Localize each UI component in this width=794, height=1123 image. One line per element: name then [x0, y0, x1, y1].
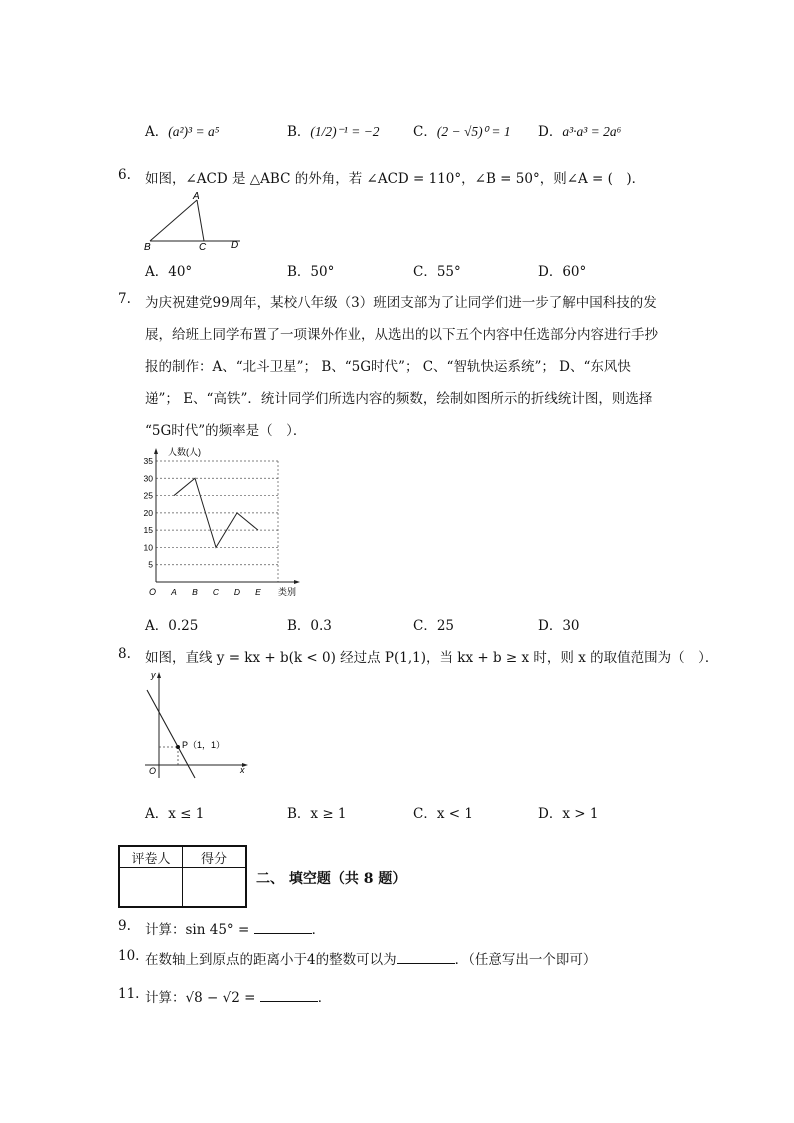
q8-option-a: A．x ≤ 1: [145, 806, 205, 822]
q9-answer-blank[interactable]: [254, 921, 312, 934]
q7-line-5: “5G时代”的频率是（ ）．: [145, 423, 307, 439]
y-tick-label: 35: [143, 456, 153, 466]
x-tick-label: D: [233, 587, 241, 597]
q6-option-a: A．40°: [145, 264, 193, 280]
q8-y-axis-label: y: [151, 670, 156, 680]
y-tick-label: 15: [143, 525, 153, 536]
q5-option-a: A．(a²)³ = a⁵: [145, 124, 220, 140]
q6-label-c: C: [199, 242, 207, 252]
score-cell[interactable]: [183, 868, 247, 908]
x-axis-label: 类别: [278, 587, 297, 597]
score-table: [118, 845, 247, 908]
x-axis-arrow: [294, 580, 300, 584]
q5-option-b: B．(1/2)⁻¹ = −2: [287, 124, 380, 140]
q6-label-a: A: [193, 191, 200, 202]
q5-option-c: C．(2 − √5)⁰ = 1: [413, 124, 511, 140]
q7-option-d: D．30: [538, 618, 580, 634]
q9-number: 9.: [118, 918, 131, 934]
origin-label: O: [149, 587, 157, 597]
x-tick-label: B: [192, 587, 198, 597]
q10-number: 10.: [118, 948, 140, 964]
y-axis-arrow: [154, 448, 158, 454]
q6-triangle-figure: [140, 190, 255, 252]
q10-answer-blank[interactable]: [397, 951, 455, 964]
q8-origin-label: O: [149, 766, 157, 776]
y-tick-label: 5: [148, 559, 153, 570]
grader-header: 评卷人: [119, 846, 183, 868]
q11-answer-blank[interactable]: [260, 989, 318, 1002]
q7-line-4: 递”； E、“高铁”．统计同学们所选内容的频数，绘制如图所示的折线统计图，则选择: [145, 391, 653, 407]
y-tick-label: 10: [143, 542, 153, 553]
q11-number: 11.: [118, 986, 140, 1002]
q8-x-axis-label: x: [240, 765, 245, 775]
y-tick-label: 20: [143, 507, 153, 518]
y-axis-label: 人数(人): [168, 447, 201, 457]
q7-line-2: 展，给班上同学布置了一项课外作业，从选出的以下五个内容中任选部分内容进行手抄: [145, 327, 658, 343]
q6-option-b: B．50°: [287, 264, 335, 280]
q7-line-3: 报的制作：A、“北斗卫星”； B、“5G时代”； C、“智轨快运系统”； D、“东风快: [145, 359, 631, 375]
q6-number: 6.: [118, 167, 131, 183]
q7-option-a: A．0.25: [145, 618, 199, 634]
q7-line-1: 为庆祝建党99周年，某校八年级（3）班团支部为了让同学们进一步了解中国科技的发: [145, 295, 657, 311]
x-tick-label: A: [171, 587, 177, 597]
q7-line-chart: [138, 446, 306, 602]
q10-text: 在数轴上到原点的距离小于4的整数可以为 ．（任意写出一个即可）: [145, 952, 597, 968]
q6-label-b: B: [144, 242, 151, 252]
score-header: 得分: [183, 846, 247, 868]
q6-option-d: D．60°: [538, 264, 587, 280]
q8-graph-figure: [140, 670, 252, 782]
q11-text: 计算：√8 − √2 = ．: [145, 990, 332, 1006]
q7-option-b: B．0.3: [287, 618, 332, 634]
q8-text: 如图，直线 y = kx + b(k < 0) 经过点 P(1,1)，当 kx + b ≥ x 时，则 x 的取值范围为（ ）．: [145, 650, 719, 666]
q8-option-c: C．x < 1: [413, 806, 473, 822]
q5-option-d: D．a³·a³ = 2a⁶: [538, 124, 622, 140]
q8-option-d: D．x > 1: [538, 806, 599, 822]
y-tick-label: 30: [143, 473, 153, 484]
q6-option-c: C．55°: [413, 264, 461, 280]
q9-text: 计算：sin 45° = ．: [145, 922, 326, 938]
q6-label-d: D: [231, 240, 239, 251]
section-2-heading: 二、 填空题（共 8 题）: [256, 871, 407, 887]
q6-text: 如图，∠ACD 是 △ABC 的外角，若 ∠ACD = 110°，∠B = 50°，则∠A = ( )．: [145, 171, 646, 187]
q8-point-label: P（1，1）: [182, 740, 226, 750]
x-tick-label: C: [212, 587, 220, 597]
x-tick-label: E: [255, 587, 261, 597]
q8-number: 8.: [118, 646, 131, 662]
grader-cell[interactable]: [119, 868, 183, 908]
y-tick-label: 25: [143, 490, 153, 501]
q8-option-b: B．x ≥ 1: [287, 806, 347, 822]
q7-option-c: C．25: [413, 618, 455, 634]
q7-number: 7.: [118, 291, 131, 307]
